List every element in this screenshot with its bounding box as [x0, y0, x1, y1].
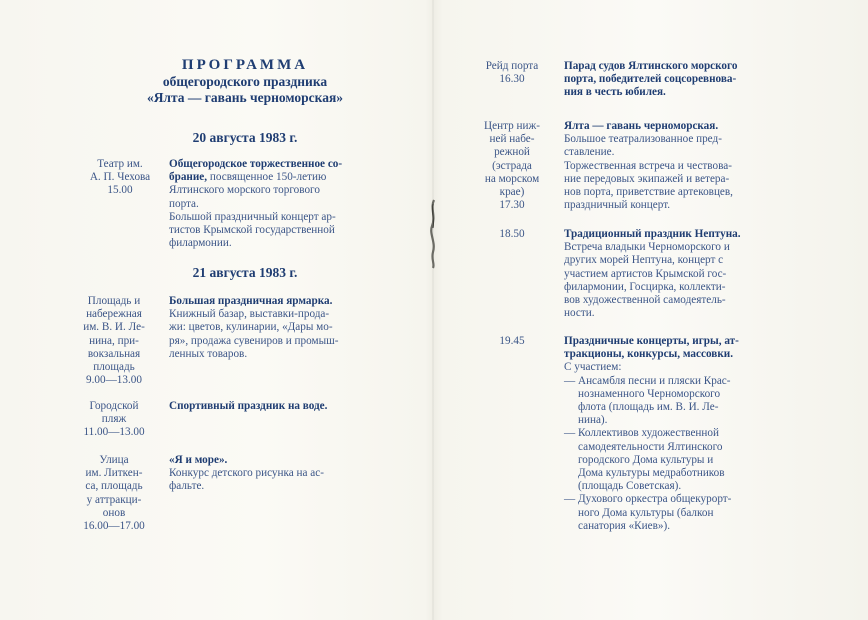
event-time: 16.30 [499, 73, 525, 86]
event-time: 15.00 [107, 184, 133, 197]
event-title: ния в честь юбилея. [564, 86, 666, 99]
event-title: Спортивный праздник на воде. [169, 400, 328, 412]
event-text: порта. [169, 197, 199, 210]
date-heading-2: 21 августа 1983 г. [192, 265, 298, 280]
event-text: вов художественной самодеятель- [564, 294, 726, 307]
event-text: С участием: [564, 361, 622, 374]
page-title: ПРОГРАММА [181, 57, 309, 73]
place-line: пляж [101, 413, 127, 426]
staple-icon [428, 198, 438, 270]
event-time: 17.30 [499, 199, 525, 212]
event-title: Праздничные концерты, игры, ат- [564, 335, 739, 347]
event-text: праздничный концерт. [564, 199, 671, 212]
event-title: Ялта — гавань черноморская. [564, 120, 719, 132]
event-description [564, 335, 790, 533]
event-text: филармонии, Госцирка, коллекти- [564, 280, 726, 293]
event-title: порта, победителей соцсоревнова- [564, 73, 737, 86]
event-text: Ялтинского морского торгового [169, 184, 320, 197]
event-title: «Я и море». [169, 454, 228, 466]
place-line: А. П. Чехова [89, 171, 151, 184]
event-title: Общегородское торжественное со- [169, 158, 343, 170]
bullet-item: (площадь Советская). [578, 480, 682, 493]
event-place [470, 335, 554, 348]
place-line: нина, при- [89, 334, 139, 347]
place-line: им. Литкен- [85, 467, 143, 480]
event-text: нов порта, приветствие артековцев, [564, 186, 733, 199]
event-text: филармонии. [169, 237, 232, 250]
place-line: на морском [484, 172, 540, 185]
place-line: режной [494, 146, 530, 159]
event-place [470, 120, 554, 212]
event-text: Книжный базар, выставки-прода- [169, 308, 330, 321]
event-text: участием артистов Крымской гос- [564, 267, 727, 280]
bullet-item: ного Дома культуры (балкон [578, 506, 714, 519]
event-description [169, 400, 393, 413]
event-text: Большое театрализованное пред- [564, 133, 722, 146]
place-line: Площадь и [87, 295, 141, 307]
event-time: 11.00—13.00 [83, 426, 145, 439]
bullet-item: Дома культуры медработников [578, 467, 725, 480]
event-description [169, 158, 393, 250]
subtitle-line-2: «Ялта — гавань черноморская» [146, 90, 344, 105]
event-text: ленных товаров. [169, 347, 248, 360]
bullet-item: флота (площадь им. В. И. Ле- [578, 401, 719, 414]
place-line: онов [102, 506, 126, 519]
subtitle-line-1: общегородского праздника [162, 74, 328, 89]
event-title: Парад судов Ялтинского морского [564, 60, 738, 72]
bullet-item: — Ансамбля песни и пляски Крас- [564, 374, 731, 387]
event-title: брание, [169, 171, 208, 184]
event-description [169, 454, 393, 494]
place-line: Театр им. [97, 158, 143, 170]
bullet-item: санатория «Киев»). [578, 519, 670, 532]
event-text: фальте. [169, 480, 205, 493]
event-text: ности. [564, 307, 595, 320]
place-line: ней набе- [489, 133, 535, 146]
event-place [80, 158, 160, 198]
event-place [76, 454, 152, 533]
event-text: посвященное 150-летию [207, 171, 327, 184]
place-line: (эстрада [492, 159, 532, 172]
place-line: вокзальная [87, 347, 141, 360]
date-heading-1: 20 августа 1983 г. [192, 130, 298, 145]
place-line: Улица [99, 454, 129, 466]
place-line: набережная [86, 308, 142, 321]
event-description [169, 295, 393, 361]
bullet-item: нознаменного Черноморского [578, 387, 721, 400]
event-description [564, 60, 790, 100]
event-title: Большая праздничная ярмарка. [169, 295, 333, 307]
event-text: ря», продажа сувениров и промыш- [169, 334, 339, 347]
event-place [76, 295, 152, 387]
event-description [564, 228, 790, 320]
event-description [564, 120, 790, 212]
event-text: Встреча владыки Черноморского и [564, 241, 730, 254]
event-time: 18.50 [499, 228, 525, 240]
center-fold [432, 0, 434, 620]
place-line: им. В. И. Ле- [83, 321, 145, 334]
event-place [470, 228, 554, 241]
event-text: тистов Крымской государственной [169, 224, 335, 237]
bullet-item: — Духового оркестра общекурорт- [564, 493, 732, 506]
event-text: Большой праздничный концерт ар- [169, 210, 336, 223]
event-text: Конкурс детского рисунка на ас- [169, 467, 324, 480]
bullet-item: нина). [578, 414, 608, 427]
event-time: 16.00—17.00 [83, 520, 145, 533]
place-line: Городской [89, 400, 139, 412]
event-text: жи: цветов, кулинарии, «Дары мо- [169, 321, 333, 334]
event-title: тракционы, конкурсы, массовки. [564, 348, 734, 361]
event-time: 19.45 [499, 335, 525, 347]
event-place [470, 60, 554, 86]
place-line: у аттракци- [86, 493, 142, 506]
bullet-item: самодеятельности Ялтинского [578, 440, 723, 453]
event-text: Торжественная встреча и чествова- [564, 159, 732, 172]
place-line: крае) [499, 186, 525, 199]
place-line: са, площадь [85, 480, 143, 493]
event-title: Традиционный праздник Нептуна. [564, 228, 741, 240]
place-line: Рейд порта [485, 60, 539, 72]
bullet-item: — Коллективов художественной [564, 427, 719, 440]
event-time: 9.00—13.00 [86, 374, 142, 387]
event-text: других морей Нептуна, концерт с [564, 254, 724, 267]
program-header [80, 56, 410, 106]
place-line: Центр ниж- [484, 120, 540, 132]
bullet-item: городского Дома культуры и [578, 453, 714, 466]
event-text: ние передовых экипажей и ветера- [564, 172, 730, 185]
place-line: площадь [93, 361, 135, 374]
event-place [76, 400, 152, 440]
event-text: ставление. [564, 146, 615, 159]
